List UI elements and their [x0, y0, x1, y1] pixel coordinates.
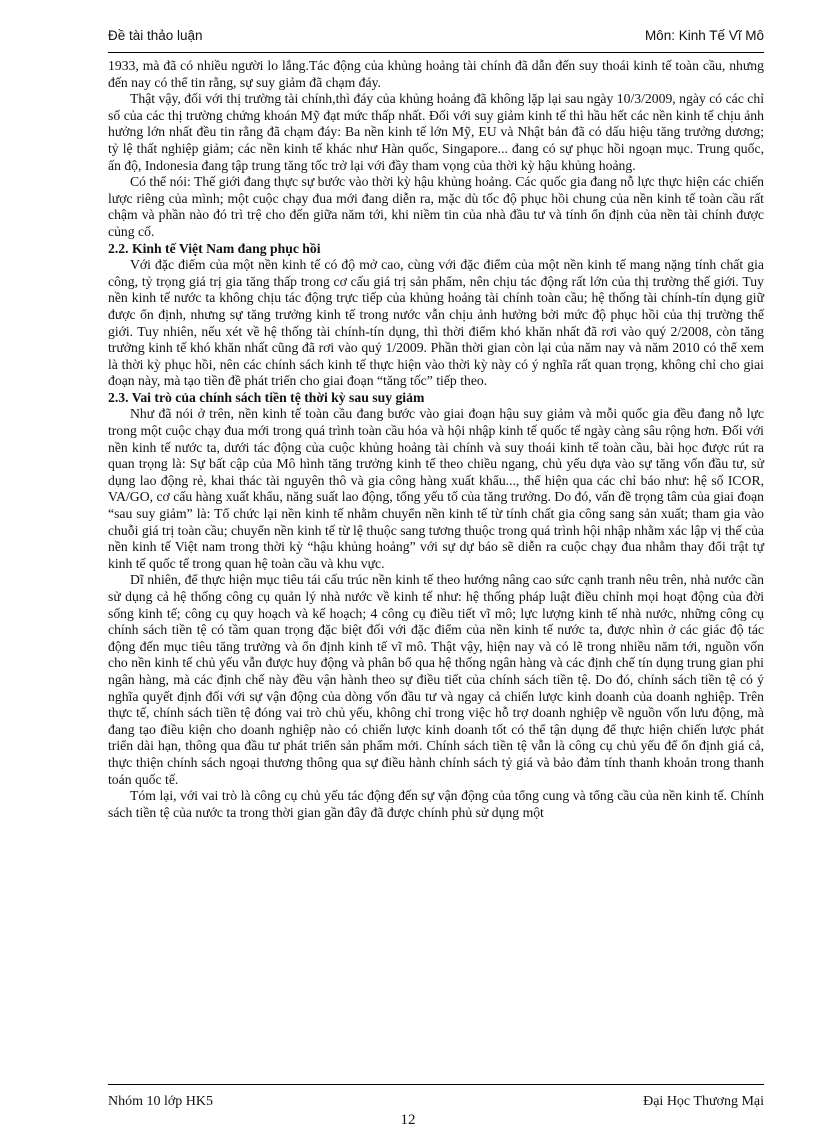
body-text [108, 58, 764, 821]
paragraph-1: 1933, mà đã có nhiều người lo lắng.Tác động của khủng hoảng tài chính đã dẫn đến suy thoái kinh tế toàn cầu, nhưng đến nay có thể tin rằng, sự suy giảm đã chạm đáy. [108, 58, 764, 90]
page-number: 12 [400, 1112, 416, 1128]
header-subject: Môn: Kinh Tế Vĩ Mô [644, 28, 764, 43]
paragraph-3: Có thể nói: Thế giới đang thực sự bước vào thời kỳ hậu khủng hoảng. Các quốc gia đang nỗ lực thực hiện các chiến lược riêng của mình; một cuộc chạy đua mới đang diễn ra, mặc dù tốc độ phục hồi chung của nền kinh tế toàn cầu rất chậm và phần nào đó trì trệ cho đến giữa năm tới, khi niềm tin của nhà đầu tư và tính ổn định của nền tài chính được củng cố. [108, 174, 764, 239]
footer-divider [108, 1084, 764, 1085]
paragraph-7: Tóm lại, với vai trò là công cụ chủ yếu tác động đến sự vận động của tổng cung và tổng cầu của nền kinh tế. Chính sách tiền tệ của nước ta trong thời gian gần đây đã được chính phủ sử dụng một [108, 788, 764, 820]
page-header [108, 28, 764, 52]
paragraph-5: Như đã nói ở trên, nền kinh tế toàn cầu đang bước vào giai đoạn hậu suy giảm và mỗi quốc gia đều đang nỗ lực trong một cuộc chạy đua mới trong quá trình toàn cầu hóa và hội nhập kinh tế quốc tế ngày càng sâu rộng hơn. Đối với nền kinh tế nước ta, dưới tác động của cuộc khủng hoảng tài chính và suy thoái kinh tế toàn cầu, bài học được rút ra quan trọng là: Sự bất cập của Mô hình tăng trưởng kinh tế theo chiều ngang, chủ yếu dựa vào sự tăng vốn đầu tư, sử dụng lao động rẻ, khai thác tài nguyên thô và gia công hàng xuất khẩu..., thể hiện qua các chỉ báo như: hệ số ICOR, VA/GO, cơ cấu hàng xuất khẩu, năng suất lao động, tổng yếu tố của tăng trưởng. Do đó, vấn đề trọng tâm của giai đoạn “sau suy giảm” là: Tổ chức lại nền kinh tế nhằm chuyển nền kinh tế từ tính chất gia công sang sản xuất; tham gia vào chuỗi giá trị toàn cầu; chuyển nền kinh tế từ lệ thuộc sang tương thuộc trong quá trình hội nhập nhằm xác lập vị thế của nền kinh tế Việt nam trong thời kỳ “hậu khủng hoảng” với sự dự báo sẽ diễn ra cuộc chạy đua nhằm thay đổi trật tự kinh tế quốc tế trong quan hệ toàn cầu và khu vực. [108, 406, 764, 571]
paragraph-2: Thật vậy, đối với thị trường tài chính,thì đáy của khủng hoảng đã không lặp lại sau ngày 10/3/2009, ngày có các chỉ số của các thị trường chứng khoán Mỹ đạt mức thấp nhất. Đối với suy giảm kinh tế thì hầu hết các nền kinh tế chịu ảnh hưởng lớn nhất đều tin rằng đã chạm đáy: Ba nền kinh tế lớn Mỹ, EU và Nhật bản đã có dấu hiệu tăng trưởng dương; tỷ lệ thất nghiệp giảm; các nền kinh tế khác như Hàn quốc, Singapore... đang có sự phục hồi ngoạn mục. Trung quốc, ấn độ, Indonesia đang tập trung tăng tốc trở lại với đầy tham vọng của thời kỳ hậu khủng hoảng. [108, 91, 764, 173]
header-divider [108, 52, 764, 53]
footer-university: Đại Học Thương Mại [643, 1094, 764, 1109]
page-footer [108, 1094, 764, 1112]
section-heading-2-2: 2.2. Kinh tế Việt Nam đang phục hồi [108, 240, 321, 256]
section-heading-2-3: 2.3. Vai trò của chính sách tiền tệ thời kỳ sau suy giảm [108, 389, 425, 405]
paragraph-4: Với đặc điểm của một nền kinh tế có độ mở cao, cùng với đặc điểm của một nền kinh tế mang nặng tính chất gia công, tỷ trọng giá trị gia tăng thấp trong cơ cấu giá trị sản phẩm, nên chịu tác động rất lớn của thị trường thế giới. Tuy nền kinh tế nước ta không chịu tác động trực tiếp của khủng hoảng tài chính toàn cầu; hệ thống tài chính-tín dụng giữ được ổn định, nhưng sự tăng trưởng kinh tế trong nước vẫn chịu ảnh hưởng bởi mức độ phục hồi của thị trường thế giới. Tuy nhiên, nếu xét về hệ thống tài chính-tín dụng, thì thời điểm khó khăn nhất đã rơi vào quý 2/2008, còn tăng trưởng kinh tế khó khăn nhất cũng đã rơi vào quý 1/2009. Phần thời gian còn lại của năm nay và năm 2010 có thể xem là thời kỳ phục hồi, nên các chính sách kinh tế thực hiện vào thời kỳ này có ý nghĩa rất quan trọng, không chỉ cho giai đoạn này, mà tạo tiền đề phát triển cho giai đoạn “tăng tốc” tiếp theo. [108, 257, 764, 389]
footer-group: Nhóm 10 lớp HK5 [108, 1094, 214, 1109]
header-topic: Đề tài thảo luận [108, 28, 203, 43]
paragraph-6: Dĩ nhiên, để thực hiện mục tiêu tái cấu trúc nền kinh tế theo hướng nâng cao sức cạnh tranh nêu trên, nhà nước cần sử dụng cả hệ thống công cụ quản lý nhà nước về kinh tế như: hệ thống pháp luật điều chỉnh mọi hoạt động của đời sống kinh tế; công cụ quy hoạch và kế hoạch; 4 công cụ điều tiết vĩ mô; lực lượng kinh tế nhà nước, những công cụ chính sách tiền tệ có tầm quan trọng đặc biệt đối với đặc điểm của nền kinh tế nước ta, được nhìn ở các giác độ tác động đến mục tiêu tăng trưởng và ổn định kinh tế vĩ mô. Thật vậy, hiện nay và có lẽ trong nhiều năm tới, nguồn vốn cho nền kinh tế chủ yếu vẫn được huy động và phân bổ qua hệ thống ngân hàng và các định chế tín dụng trung gian phi ngân hàng, mà các định chế này đều vận hành theo sự điều tiết của chính sách tiền tệ. Do đó, chính sách tiền tệ có ý nghĩa quyết định đối với sự vận động của dòng vốn đầu tư và ngay cả chiến lược kinh doanh của doanh nghiệp. Trên thực tế, chính sách tiền tệ đóng vai trò chủ yếu, không chỉ trong việc hỗ trợ doanh nghiệp về nguồn vốn lưu động, mà đang tạo điều kiện cho doanh nghiệp nào có chiến lược kinh doanh tốt có thể tận dụng để thực hiện chiến lược phát triển dài hạn, thông qua đầu tư phát triển sản phẩm mới. Chính sách tiền tệ vẫn là công cụ chủ yếu để ổn định giá cả, thực thiện chính sách ngoại thương thông qua sự điều hành chính sách tỷ giá và bảo đảm tính thanh khoản trong thanh toán quốc tế. [108, 572, 764, 787]
